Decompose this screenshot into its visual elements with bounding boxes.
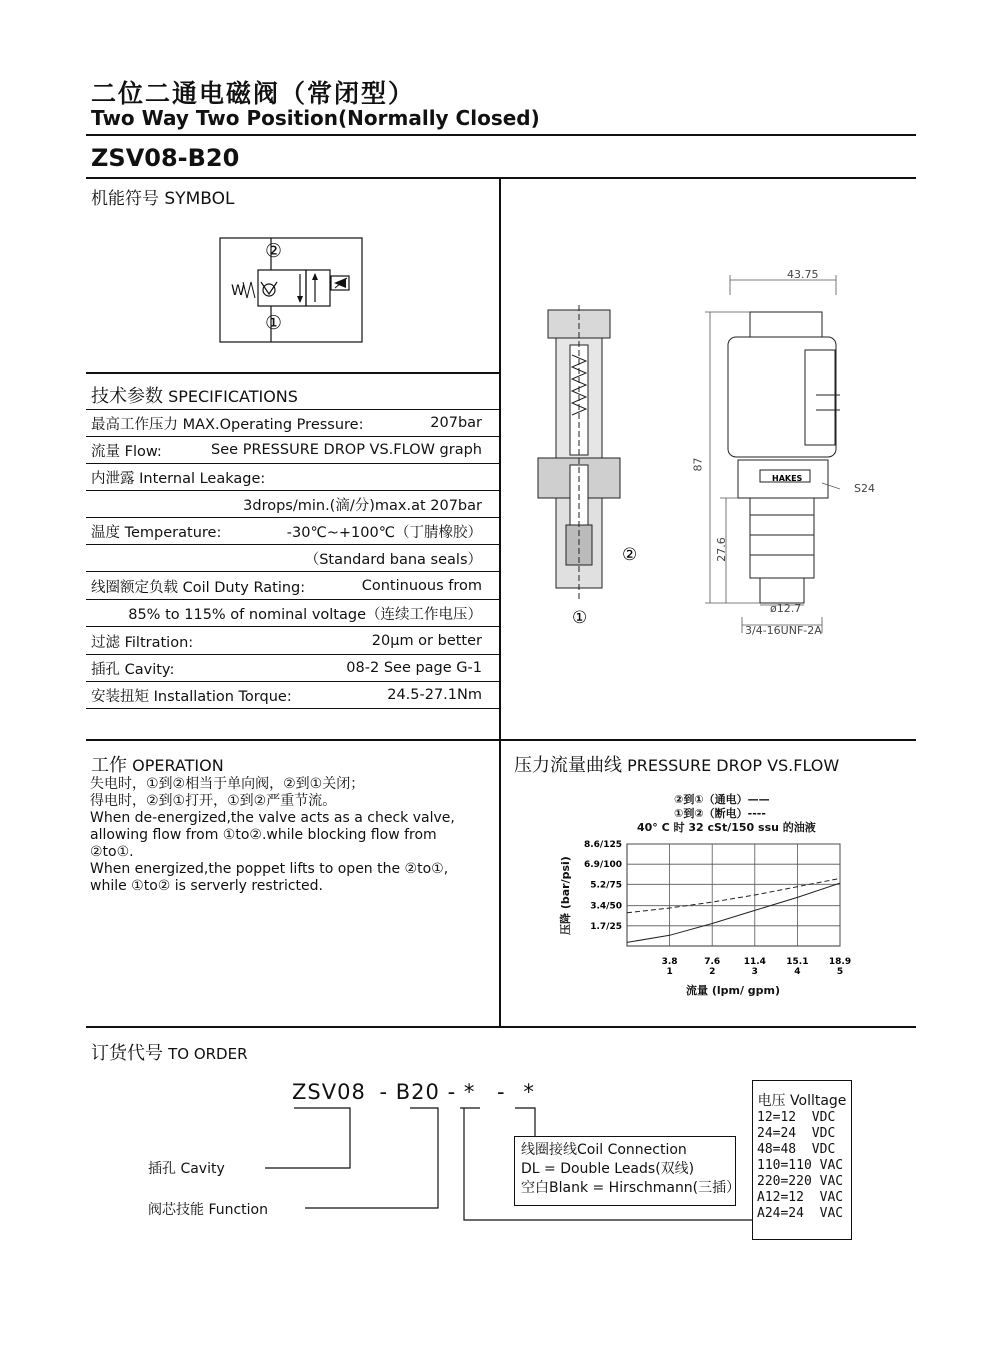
chart-xtick-gpm: 2 xyxy=(709,967,716,977)
operation-line: while ①to② is serverly restricted. xyxy=(90,878,323,894)
spec-label: 插孔 Cavity: xyxy=(91,661,175,678)
operation-heading xyxy=(91,751,224,777)
operation-line: ②to①. xyxy=(90,844,134,860)
spec-row-torque xyxy=(86,682,500,709)
chart-heading-cn: 压力流量曲线 xyxy=(514,755,622,776)
chart-xtick-gpm: 1 xyxy=(666,967,673,977)
spec-row-cavity xyxy=(86,655,500,682)
spec-heading xyxy=(91,382,298,408)
symbol-bottom-line xyxy=(86,372,500,374)
voltage-option: 48=48 VDC xyxy=(757,1142,836,1157)
coil-title: 线圈接线Coil Connection xyxy=(521,1142,687,1158)
title-divider xyxy=(86,134,916,136)
dim-hex: S24 xyxy=(854,482,875,495)
spec-row-coil-duty xyxy=(86,573,500,600)
voltage-box xyxy=(752,1080,852,1240)
chart-ytick-label: 3.4/50 xyxy=(590,901,622,912)
chart-note: 40° C 时 32 cSt/150 ssu 的油液 xyxy=(637,821,816,834)
chart-xlabel: 流量 (lpm/ gpm) xyxy=(686,984,781,997)
spec-label: 内泄露 Internal Leakage: xyxy=(91,470,266,487)
spec-row-filtration xyxy=(86,628,500,655)
spec-value: 08-2 See page G-1 xyxy=(346,660,482,676)
operation-line: 得电时，②到①打开，①到②严重节流。 xyxy=(90,793,337,809)
voltage-option: 110=110 VAC xyxy=(757,1158,844,1173)
chart-xtick-lpm: 18.9 xyxy=(828,957,852,967)
operation-line: When energized,the poppet lifts to open the ②to①, xyxy=(90,861,449,877)
spec-row-leakage xyxy=(86,464,500,491)
chart-frame xyxy=(627,844,840,946)
order-code-voltage: * xyxy=(523,1080,535,1104)
dim-thread: 3/4-16UNF-2A xyxy=(745,624,822,637)
valve-drawing xyxy=(520,255,840,640)
spec-row-leakage-value xyxy=(86,491,500,518)
coil-option: DL = Double Leads(双线) xyxy=(521,1161,695,1177)
spec-heading-en: SPECIFICATIONS xyxy=(168,387,298,406)
title-chinese: 二位二通电磁阀（常闭型） xyxy=(91,79,416,108)
voltage-option: 24=24 VDC xyxy=(757,1126,836,1141)
chart-heading-en: PRESSURE DROP VS.FLOW xyxy=(627,756,840,775)
model-number: ZSV08-B20 xyxy=(91,144,240,172)
spec-value: 85% to 115% of nominal voltage（连续工作电压） xyxy=(128,606,482,623)
chart-xtick-lpm: 15.1 xyxy=(786,957,809,967)
order-code-coil: * xyxy=(463,1080,476,1104)
chart-xtick-gpm: 5 xyxy=(836,967,844,977)
spec-value: （Standard bana seals） xyxy=(304,551,482,568)
spec-value: 24.5-27.1Nm xyxy=(387,687,482,703)
drawing-port-1-label: ① xyxy=(572,608,588,628)
chart-xtick-lpm: 7.6 xyxy=(704,957,721,967)
chart-legend-energized: ②到①（通电）—— xyxy=(674,793,770,806)
order-heading-en: TO ORDER xyxy=(168,1045,248,1063)
drawing-brand-label: HAKES xyxy=(772,474,803,483)
operation-line: allowing flow from ①to②.while blocking flow from xyxy=(90,827,437,843)
order-code-sep: - xyxy=(379,1080,389,1104)
dim-width: 43.75 xyxy=(787,268,819,281)
chart-xtick-gpm: 4 xyxy=(794,967,801,977)
dim-height: 87 xyxy=(691,457,705,472)
spec-label: 流量 Flow: xyxy=(91,443,162,460)
spec-row-temperature xyxy=(86,518,500,545)
chart-ytick-label: 1.7/25 xyxy=(590,921,622,932)
chart-ytick-label: 5.2/75 xyxy=(590,880,622,891)
chart-series-energized xyxy=(627,883,840,942)
operation-line: When de-energized,the valve acts as a check valve, xyxy=(90,810,455,826)
spec-row-seals xyxy=(86,545,500,572)
dim-lower: 27.6 xyxy=(714,537,728,562)
symbol-heading: 机能符号 SYMBOL xyxy=(91,189,235,209)
order-divider xyxy=(86,1026,916,1028)
mid-divider xyxy=(86,739,916,741)
spec-row-flow xyxy=(86,437,500,464)
voltage-option: 12=12 VDC xyxy=(757,1110,836,1125)
spec-label: 温度 Temperature: xyxy=(91,524,222,541)
operation-description xyxy=(90,776,495,895)
order-code-sep: - xyxy=(447,1080,457,1104)
order-heading-cn: 订货代号 xyxy=(91,1043,163,1064)
voltage-option: A24=24 VAC xyxy=(757,1206,844,1221)
coil-connection-box xyxy=(514,1136,741,1206)
order-function-label: 阀芯技能 Function xyxy=(148,1202,268,1218)
drawing-port-2-label: ② xyxy=(622,545,638,565)
operation-heading-en: OPERATION xyxy=(132,756,224,775)
symbol-spring-label: W xyxy=(231,283,245,299)
spec-label: 最高工作压力 MAX.Operating Pressure: xyxy=(91,416,364,433)
dim-diameter: ø12.7 xyxy=(770,602,802,615)
spec-value: Continuous from xyxy=(361,578,482,594)
chart-ytick-label: 6.9/100 xyxy=(583,860,622,871)
chart-legend-deenergized: ①到②（断电）---- xyxy=(674,807,766,820)
spec-heading-cn: 技术参数 xyxy=(91,386,163,407)
spec-row-pressure xyxy=(86,410,500,437)
voltage-option: A12=12 VAC xyxy=(757,1190,844,1205)
spec-value: See PRESSURE DROP VS.FLOW graph xyxy=(211,442,482,458)
chart-ytick-label: 8.6/125 xyxy=(583,840,622,850)
coil-option: 空白Blank = Hirschmann(三插） xyxy=(521,1180,741,1196)
chart-heading xyxy=(514,751,839,777)
model-divider xyxy=(86,177,916,179)
spec-label: 安装扭矩 Installation Torque: xyxy=(91,688,292,705)
spec-value: 207bar xyxy=(430,415,482,431)
voltage-option: 220=220 VAC xyxy=(757,1174,844,1189)
spec-value: 20μm or better xyxy=(371,633,482,649)
spec-label: 线圈额定负载 Coil Duty Rating: xyxy=(91,579,306,596)
order-cavity-label: 插孔 Cavity xyxy=(148,1161,225,1177)
operation-line: 失电时，①到②相当于单向阀，②到①关闭； xyxy=(90,776,365,792)
order-heading xyxy=(91,1039,248,1065)
symbol-port-1: ① xyxy=(265,312,283,334)
spec-row-coil-voltage xyxy=(86,600,500,627)
chart-xtick-gpm: 3 xyxy=(751,967,758,977)
voltage-title: 电压 Volltage xyxy=(757,1093,847,1109)
spec-value: 3drops/min.(滴/分)max.at 207bar xyxy=(243,497,482,514)
chart-ylabel: 压降 (bar/psi) xyxy=(559,856,572,935)
operation-heading-cn: 工作 xyxy=(91,755,127,776)
spec-value: -30℃~+100℃（丁腈橡胶） xyxy=(286,524,482,541)
spec-label: 过滤 Filtration: xyxy=(91,634,194,651)
title-english: Two Way Two Position(Normally Closed) xyxy=(91,106,540,130)
order-code-function: B20 xyxy=(395,1080,440,1104)
chart-series-deenergized xyxy=(627,878,840,912)
order-code-series: ZSV08 xyxy=(292,1080,366,1104)
order-code-sep: - xyxy=(497,1080,506,1104)
pressure-flow-chart xyxy=(560,836,860,1006)
symbol-port-2: ② xyxy=(265,240,283,262)
chart-xtick-lpm: 11.4 xyxy=(743,957,766,967)
chart-xtick-lpm: 3.8 xyxy=(661,957,678,967)
